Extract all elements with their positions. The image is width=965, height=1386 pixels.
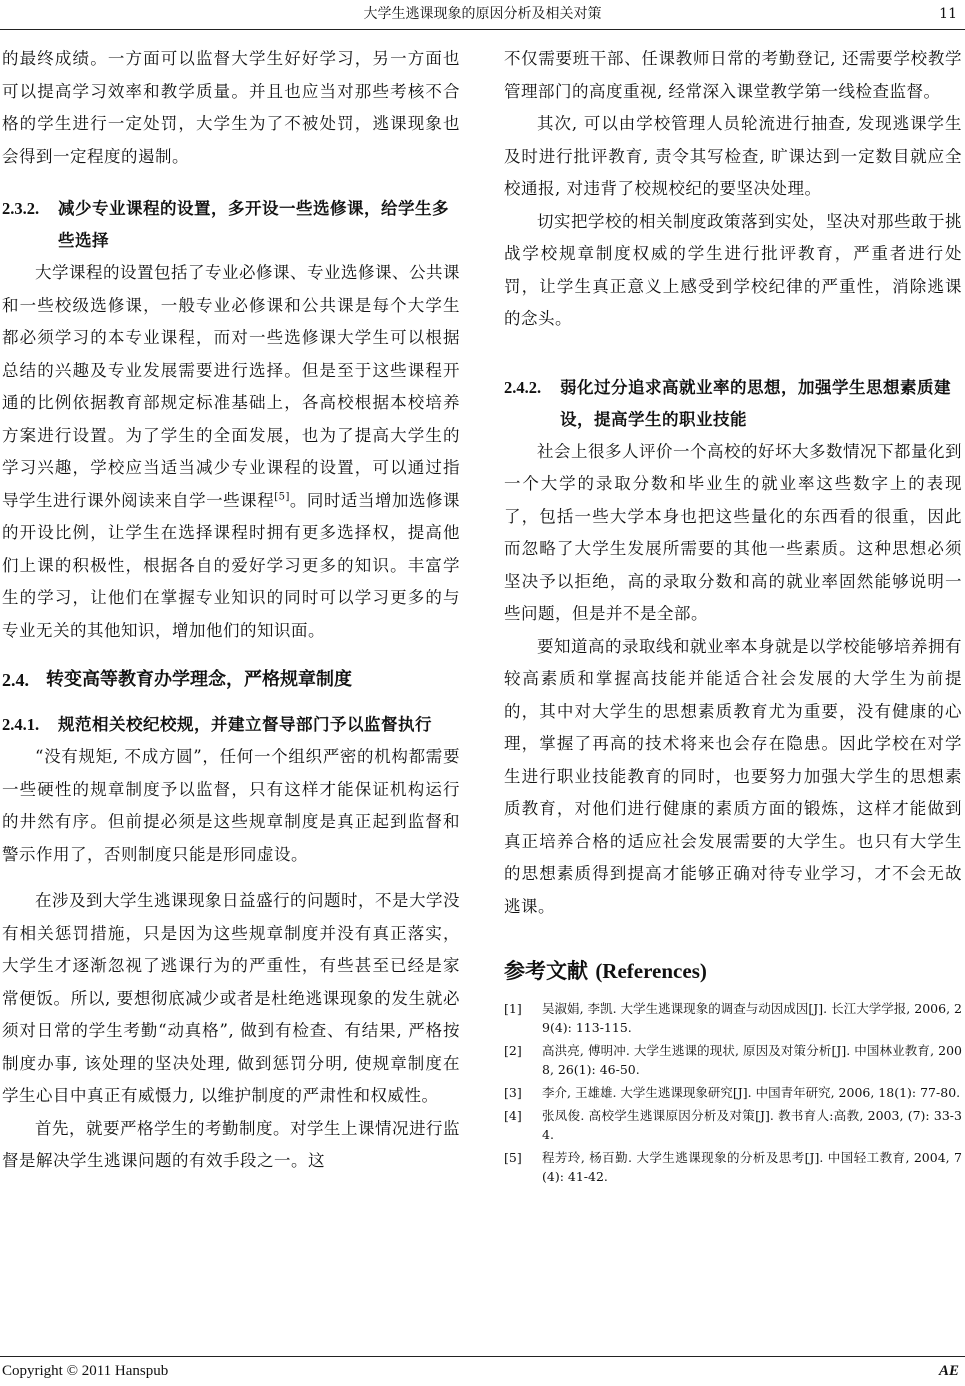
paragraph: 社会上很多人评价一个高校的好坏大多数情况下都量化到一个大学的录取分数和毕业生的就业率这些数字上的表现了，包括一些大学本身也把这些量化的东西看的很重，因此而忽略了大学生发展所需要的其他一些素质。这种思想必须坚决予以拒绝，高的录取分数和高的就业率固然能够说明一些问题，但是并不是全部。 xyxy=(504,441,962,623)
paragraph: 的最终成绩。一方面可以监督大学生好好学习，另一方面也可以提高学习效率和教学质量。并且也应当对那些考核不合格的学生进行一定处罚，大学生为了不被处罚，逃课现象也会得到一定程度的遏制。 xyxy=(2,49,460,166)
reference-number: [5] xyxy=(504,1150,522,1165)
right-column xyxy=(504,43,962,1190)
section-heading-2-3-2 xyxy=(2,193,460,257)
paragraph: “没有规矩, 不成方圆”，任何一个组织严密的机构都需要一些硬性的规章制度予以监督，只有这样才能保证机构运行的井然有序。但前提必须是这些规章制度是真正起到监督和警示作用了，否则制度只能是形同虚设。 xyxy=(2,747,460,864)
copyright-notice: Copyright © 2011 Hanspub xyxy=(2,1363,169,1379)
section-heading-2-4-1 xyxy=(2,709,460,741)
reference-text: 程芳玲, 杨百勤. 大学生逃课现象的分析及思考[J]. 中国轻工教育, 2004, 7(4): 41-42. xyxy=(542,1150,962,1184)
section-number: 2.4. xyxy=(2,670,29,690)
section-number: 2.4.1. xyxy=(2,715,40,734)
reference-item xyxy=(504,999,962,1037)
paragraph xyxy=(2,257,460,647)
references-title-cn: 参考文献 xyxy=(504,959,588,983)
citation-link[interactable]: [5] xyxy=(274,491,290,502)
journal-abbreviation: AE xyxy=(938,1363,959,1379)
paragraph-text: 大学课程的设置包括了专业必修课、专业选修课、公共课和一些校级选修课，一般专业必修课和公共课是每个大学生都必须学习的本专业课程，而对一些选修课大学生可以根据总结的兴趣及专业发展需要进行选择。但是至于这些课程开通的比例依据教育部规定标准基础上，各高校根据本校培养方案进行设置。为了学生的全面发展，也为了提高大学生的学习兴趣，学校应当适当减少专业课程的设置，可以通过指导学生进行课外阅读来自学一些课程 xyxy=(2,263,460,510)
paragraph-text: 。同时适当增加选修课的开设比例，让学生在选择课程时拥有更多选择权，提高他们上课的积极性，根据各自的爱好学习更多的知识。丰富学生的学习，让他们在掌握专业知识的同时可以学习更多的与专业无关的其他知识，增加他们的知识面。 xyxy=(2,490,461,640)
page-number: 11 xyxy=(939,6,957,22)
section-title: 规范相关校纪校规，并建立督导部门予以监督执行 xyxy=(58,715,432,734)
reference-item xyxy=(504,1148,962,1186)
reference-item xyxy=(504,1041,962,1079)
paragraph: 其次, 可以由学校管理人员轮流进行抽查, 发现逃课学生及时进行批评教育, 责令其写检查, 旷课达到一定数目就应全校通报, 对违背了校规校纪的要坚决处理。 xyxy=(504,114,962,198)
reference-text: 高洪亮, 傅明冲. 大学生逃课的现状, 原因及对策分析[J]. 中国林业教育, 2008, 26(1): 46-50. xyxy=(542,1043,962,1077)
references-title-en: (References) xyxy=(595,959,707,983)
reference-number: [1] xyxy=(504,1001,522,1016)
paragraph: 不仅需要班干部、任课教师日常的考勤登记, 还需要学校教学管理部门的高度重视, 经常深入课堂教学第一线检查监督。 xyxy=(504,49,962,101)
paragraph: 要知道高的录取线和就业率本身就是以学校能够培养拥有较高素质和掌握高技能并能适合社会发展的大学生为前提的，其中对大学生的思想素质教育尤为重要，没有健康的心理，掌握了再高的技术将来也会存在隐患。因此学校在对学生进行职业技能教育的同时，也要努力加强大学生的思想素质教育，对他们进行健康的素质方面的锻炼，这样才能做到真正培养合格的适应社会发展需要的大学生。也只有大学生的思想素质得到提高才能够正确对待专业学习，才不会无故逃课。 xyxy=(504,636,962,916)
reference-text: 李介, 王雄雄. 大学生逃课现象研究[J]. 中国青年研究, 2006, 18(1): 77-80. xyxy=(542,1085,961,1100)
reference-number: [2] xyxy=(504,1043,522,1058)
reference-number: [4] xyxy=(504,1108,522,1123)
reference-number: [3] xyxy=(504,1085,522,1100)
paragraph: 切实把学校的相关制度政策落到实处，坚决对那些敢于挑战学校规章制度权威的学生进行批评教育，严重者进行处罚，让学生真正意义上感受到学校纪律的严重性，消除逃课的念头。 xyxy=(504,211,962,328)
section-title: 转变高等教育办学理念，严格规章制度 xyxy=(46,669,352,690)
page-header xyxy=(0,0,965,30)
page-footer xyxy=(0,1356,965,1386)
references-list xyxy=(504,999,962,1186)
section-heading-2-4 xyxy=(2,663,460,697)
reference-text: 吴淑娟, 李凯. 大学生逃课现象的调查与动因成因[J]. 长江大学学报, 2006, 29(4): 113-115. xyxy=(542,1001,962,1035)
section-number: 2.4.2. xyxy=(504,377,542,397)
section-title: 弱化过分追求高就业率的思想，加强学生思想素质建设，提高学生的职业技能 xyxy=(560,377,951,429)
reference-item xyxy=(504,1083,962,1102)
reference-item xyxy=(504,1106,962,1144)
section-title: 减少专业课程的设置，多开设一些选修课，给学生多些选择 xyxy=(58,199,449,250)
references-heading xyxy=(504,953,962,989)
section-heading-2-4-2 xyxy=(504,372,962,436)
paragraph: 首先，就要严格学生的考勤制度。对学生上课情况进行监督是解决学生逃课问题的有效手段之一。这 xyxy=(2,1118,460,1170)
running-title: 大学生逃课现象的原因分析及相关对策 xyxy=(363,6,602,22)
reference-text: 张凤俊. 高校学生逃课原因分析及对策[J]. 教书育人:高教, 2003, (7): 33-34. xyxy=(542,1108,962,1142)
paragraph: 在涉及到大学生逃课现象日益盛行的问题时，不是大学没有相关惩罚措施，只是因为这些规章制度并没有真正落实，大学生才逐渐忽视了逃课行为的严重性，有些甚至已经是家常便饭。所以, 要想彻底减少或者是杜绝逃课现象的发生就必须对日常的学生考勤“动真格”, 做到有检查、有结果, 严格按制度办事, 该处理的坚决处理, 做到惩罚分明, 使规章制度在学生心目中真正有威慑力, 以维护制度的严肃性和权威性。 xyxy=(2,891,460,1105)
section-number: 2.3.2. xyxy=(2,199,40,218)
left-column xyxy=(2,43,460,1178)
